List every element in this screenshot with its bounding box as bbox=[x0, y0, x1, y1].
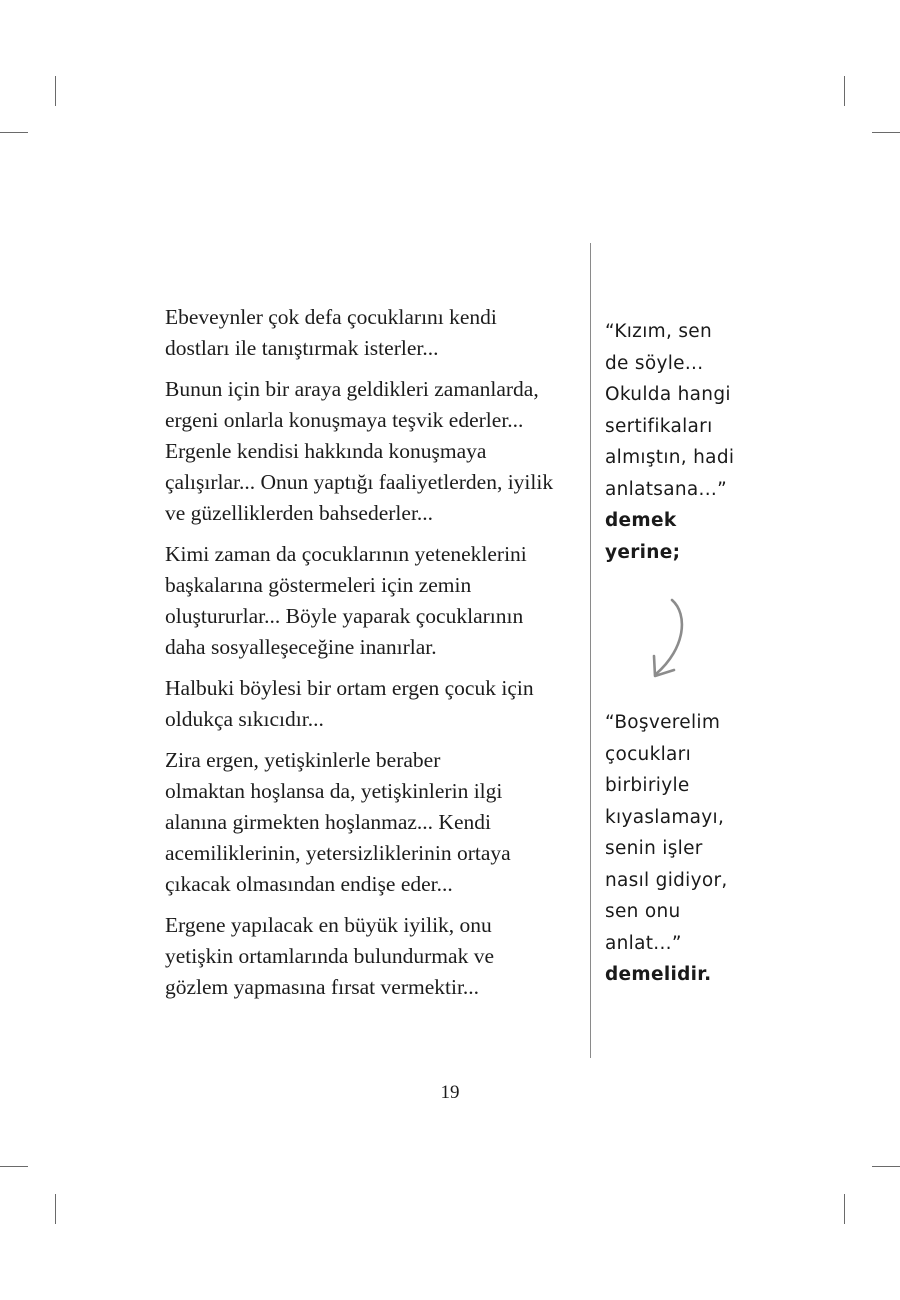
quote-line: “Boşverelim bbox=[605, 712, 721, 733]
quote-line: Okulda hangi bbox=[605, 384, 731, 405]
quote-line: kıyaslamayı, bbox=[605, 806, 725, 828]
text-line: daha sosyalleşeceğine inanırlar. bbox=[165, 635, 437, 659]
paragraph-1 bbox=[165, 302, 585, 364]
quote-line: sen onu bbox=[605, 901, 681, 922]
crop-mark-top-right-horizontal bbox=[872, 132, 900, 133]
paragraph-3 bbox=[165, 539, 585, 663]
crop-mark-bottom-left-vertical bbox=[55, 1194, 56, 1224]
paragraph-6 bbox=[165, 910, 585, 1003]
text-line: dostları ile tanıştırmak isterler... bbox=[165, 336, 439, 360]
quote-line: senin işler bbox=[605, 838, 703, 859]
quote-line: sertifikaları bbox=[605, 415, 713, 437]
curved-arrow-down-icon bbox=[648, 596, 692, 684]
text-line: Kimi zaman da çocuklarının yeteneklerini bbox=[165, 542, 527, 566]
text-line: çalışırlar... Onun yaptığı faaliyetlerden, iyilik bbox=[165, 470, 554, 494]
page-number: 19 bbox=[440, 1082, 460, 1103]
quote-emphasis: demelidir. bbox=[605, 964, 712, 985]
quote-emphasis: demek bbox=[605, 510, 677, 531]
text-line: yetişkin ortamlarında bulundurmak ve bbox=[165, 944, 494, 968]
text-line: alanına girmekten hoşlanmaz... Kendi bbox=[165, 810, 491, 834]
text-line: Ergenle kendisi hakkında konuşmaya bbox=[165, 439, 487, 463]
text-line: Ergene yapılacak en büyük iyilik, onu bbox=[165, 913, 492, 937]
quote-line: almıştın, hadi bbox=[605, 447, 735, 468]
quote-line: birbiriyle bbox=[605, 775, 690, 796]
sidebar-quote-wrong bbox=[605, 316, 734, 568]
text-line: oluştururlar... Böyle yaparak çocuklarının bbox=[165, 604, 524, 628]
crop-mark-top-left-horizontal bbox=[0, 132, 28, 133]
text-line: başkalarına göstermeleri için zemin bbox=[165, 573, 472, 597]
text-line: Halbuki böylesi bir ortam ergen çocuk için bbox=[165, 676, 534, 700]
quote-line: anlatsana...” bbox=[605, 478, 727, 500]
crop-mark-top-right-vertical bbox=[844, 76, 845, 106]
text-line: Bunun için bir araya geldikleri zamanlarda, bbox=[165, 377, 539, 401]
quote-line: “Kızım, sen bbox=[605, 321, 712, 342]
sidebar-quote-right bbox=[605, 707, 728, 991]
text-line: Ebeveynler çok defa çocuklarını kendi bbox=[165, 305, 497, 329]
column-divider bbox=[590, 243, 591, 1058]
text-line: gözlem yapmasına fırsat vermektir... bbox=[165, 975, 480, 999]
text-line: ergeni onlarla konuşmaya teşvik ederler... bbox=[165, 408, 524, 432]
paragraph-2 bbox=[165, 374, 585, 529]
crop-mark-bottom-left-horizontal bbox=[0, 1166, 28, 1167]
crop-mark-bottom-right-horizontal bbox=[872, 1166, 900, 1167]
crop-mark-bottom-right-vertical bbox=[844, 1194, 845, 1224]
text-line: olmaktan hoşlansa da, yetişkinlerin ilgi bbox=[165, 779, 503, 803]
quote-line: anlat...” bbox=[605, 932, 682, 954]
text-line: ve güzelliklerden bahsederler... bbox=[165, 501, 434, 525]
paragraph-4 bbox=[165, 673, 585, 735]
text-line: acemiliklerinin, yetersizliklerinin ortaya bbox=[165, 841, 511, 865]
text-line: oldukça sıkıcıdır... bbox=[165, 707, 324, 731]
quote-emphasis: yerine; bbox=[605, 541, 681, 563]
main-body-text bbox=[165, 302, 585, 1013]
quote-line: çocukları bbox=[605, 743, 692, 765]
text-line: Zira ergen, yetişkinlerle beraber bbox=[165, 748, 441, 772]
quote-line: de söyle... bbox=[605, 352, 704, 374]
crop-mark-top-left-vertical bbox=[55, 76, 56, 106]
paragraph-5 bbox=[165, 745, 585, 900]
quote-line: nasıl gidiyor, bbox=[605, 869, 728, 891]
text-line: çıkacak olmasından endişe eder... bbox=[165, 872, 453, 896]
